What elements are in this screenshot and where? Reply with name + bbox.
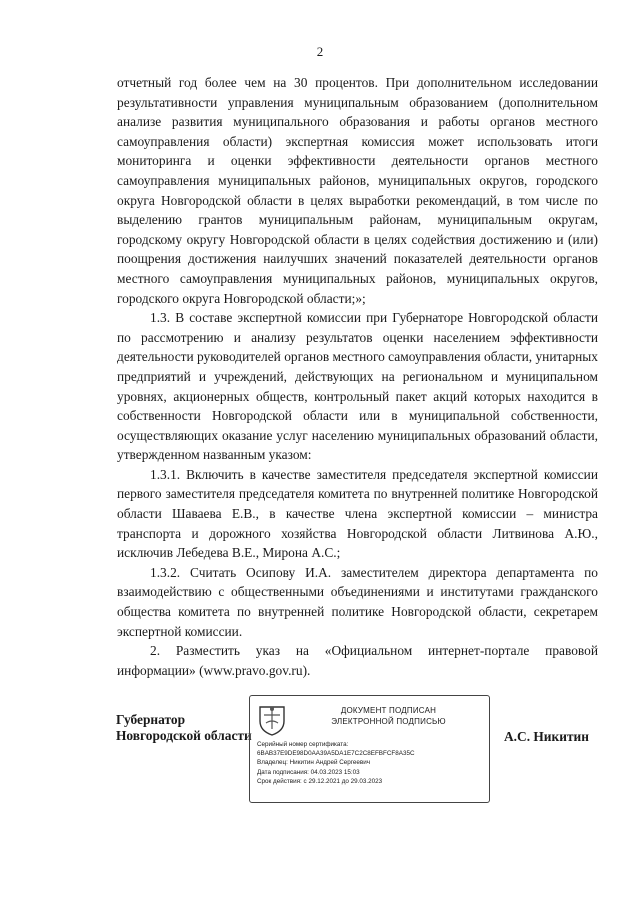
signer-title-line-1: Губернатор <box>116 712 186 727</box>
coat-of-arms-icon <box>257 703 287 737</box>
signer-title <box>116 712 252 744</box>
paragraph-1-3-2: 1.3.2. Считать Осипову И.А. заместителем директора департамента по взаимодействию с общественными объединениями и институтами гражданского общества комитета по внутренней политике Новгородской области, секретарем экспертной комиссии. <box>117 564 598 639</box>
stamp-owner: Владелец: Никитин Андрей Сергеевич <box>257 759 371 767</box>
paragraph-2: 2. Разместить указ на «Официальном интернет-портале правовой информации» (www.pravo.gov.ru). <box>117 643 598 678</box>
paragraph-1-3: 1.3. В составе экспертной комиссии при Губернаторе Новгородской области по рассмотрению и анализу результатов оценки населением эффективности деятельности руководителей органов местного самоуправления области, унитарных предприятий и учреждений, действующих на региональном и муниципальном уровнях, акционерных обществ, контрольный пакет акций которых находится в собственности Новгородской области или в муниципальной собственности, осуществляющих оказание услуг населению муниципальных образований области, утвержденном названным указом: <box>117 310 598 463</box>
signer-title-line-2: Новгородской области <box>116 728 252 743</box>
stamp-details <box>257 740 485 786</box>
page-number: 2 <box>316 44 324 59</box>
stamp-header-line-2: ЭЛЕКТРОННОЙ ПОДПИСЬЮ <box>331 717 446 726</box>
stamp-validity: Срок действия: с 29.12.2021 до 29.03.2023 <box>257 777 383 785</box>
stamp-header <box>296 705 481 727</box>
stamp-cert-number: 6BAB37E9DE98D0AA39A5DA1E7C2C8EFBFCF8A35C <box>257 750 415 758</box>
paragraph-1-3-1: 1.3.1. Включить в качестве заместителя председателя экспертной комиссии первого заместителя председателя комитета по внутренней политике Новгородской области Шаваева Е.В., в качестве члена экспертной комиссии – министра транспорта и дорожного хозяйства Новгородской области Литвинова А.Ю., исключив Лебедева В.Е., Мирона А.С.; <box>117 466 598 561</box>
stamp-signed-date: Дата подписания: 04.03.2023 15:03 <box>257 768 360 776</box>
signer-name: А.С. Никитин <box>504 729 589 744</box>
paragraph-continuation: отчетный год более чем на 30 процентов. При дополнительном исследовании результативности управления муниципальным образованием (дополнительном анализе развития муниципального образования и работы органов местного самоуправления области) экспертная комиссия может использовать итоги мониторинга и оценки эффективности деятельности органов местного самоуправления муниципальных районов, муниципальных округов, городского округа Новгородской области в целях выработки рекомендаций, в том числе по выделению грантов муниципальным районам, муниципальным округам, городскому округу Новгородской области в целях содействия достижению и (или) поощрения достижения наилучших значений показателей деятельности органов местного самоуправления муниципальных районов, муниципальных округов, городского округа Новгородской области;»; <box>117 75 598 306</box>
document-body <box>117 73 598 680</box>
stamp-cert-label: Серийный номер сертификата: <box>257 741 349 748</box>
stamp-header-line-1: ДОКУМЕНТ ПОДПИСАН <box>340 706 437 715</box>
electronic-signature-stamp <box>249 695 490 803</box>
